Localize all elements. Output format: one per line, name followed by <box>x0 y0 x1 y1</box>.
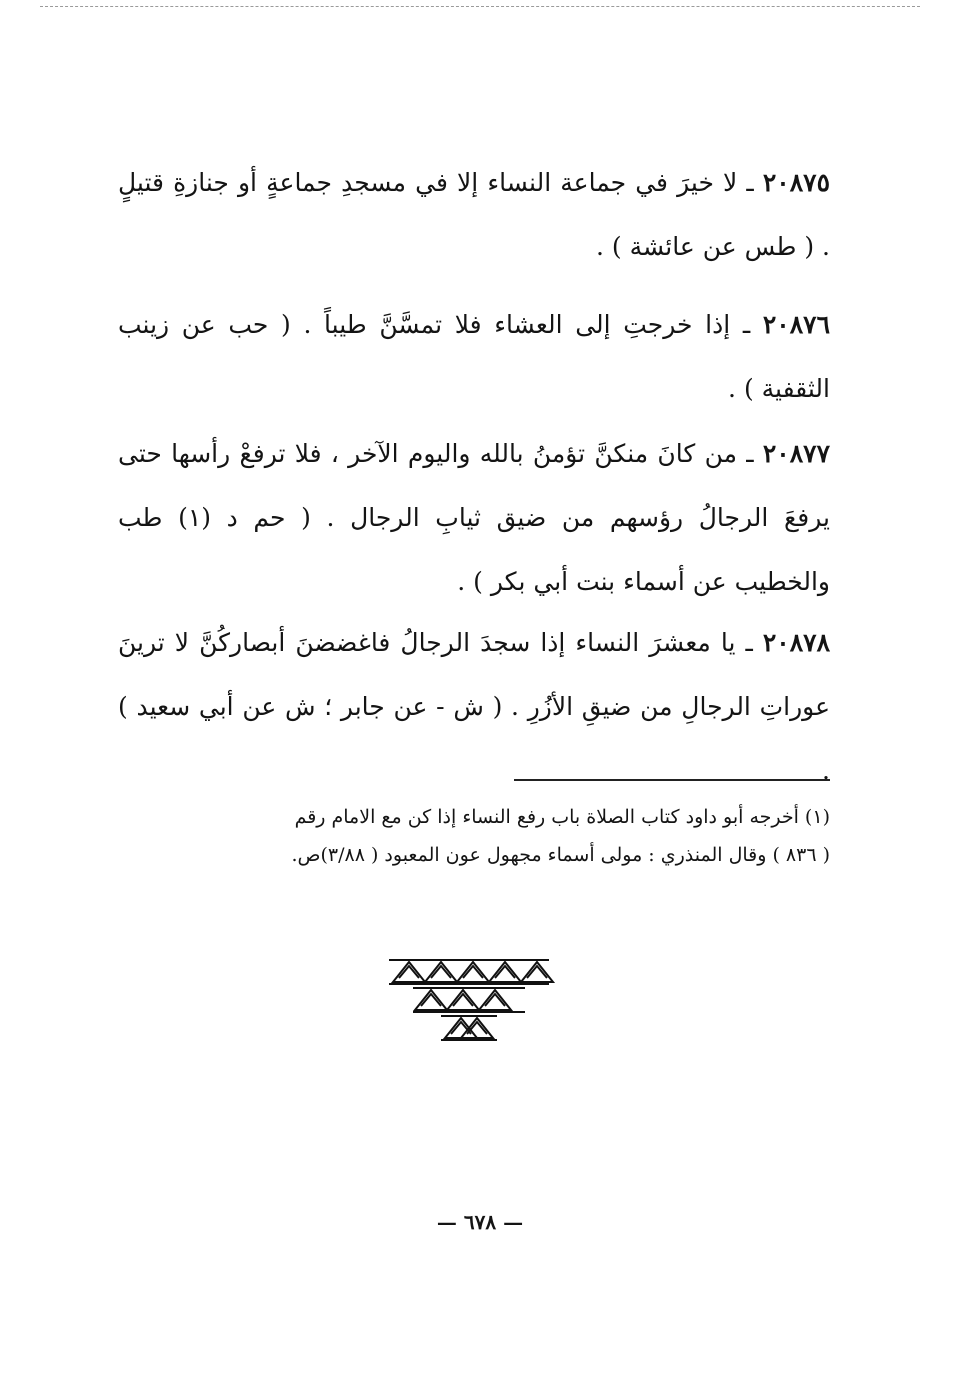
hadith-number: ٢٠٨٧٧ <box>762 439 830 468</box>
hadith-20875 <box>118 151 830 279</box>
hadith-text: من كانَ منكنَّ تؤمنُ بالله واليوم الآخر ، فلا ترفعْ رأسها حتى يرفعَ الرجالُ رؤسهم من ضيق ثيابِ الرجال . ( حم د (١) طب والخطيب عن أسماء بنت أبي بكر ) . <box>118 439 830 596</box>
hadith-20878 <box>118 611 830 803</box>
hadith-text: لا خيرَ في جماعة النساء إلا في مسجدِ جماعةٍ أو جنازةِ قتيلٍ . ( طس عن عائشة ) . <box>118 168 830 261</box>
footnote-line-1: (١) أخرجه أبو داود كتاب الصلاة باب رفع النساء إذا كن مع الامام رقم <box>294 806 830 828</box>
dash: ـ <box>746 168 754 197</box>
hadith-number: ٢٠٨٧٦ <box>762 310 831 339</box>
hadith-number: ٢٠٨٧٨ <box>762 628 831 657</box>
footnote <box>118 798 830 874</box>
dash: ـ <box>742 310 751 339</box>
triangle-ornament-icon <box>385 958 575 1042</box>
hadith-number: ٢٠٨٧٥ <box>762 168 831 197</box>
page-number: — ٦٧٨ — <box>436 1210 524 1234</box>
hadith-text: يا معشرَ النساء إذا سجدَ الرجالُ فاغضضنَ أبصاركُنَّ لا ترينَ عوراتِ الرجالِ من ضيقِ الأزُرِ . ( ش - عن جابر ؛ ش عن أبي سعيد ) . <box>118 628 830 785</box>
hadith-20877 <box>118 422 830 614</box>
hadith-text: إذا خرجتِ إلى العشاء فلا تمسَّنَّ طيباً . ( حب عن زينب الثقفية ) . <box>118 310 830 403</box>
dash: ـ <box>746 439 754 468</box>
footnote-line-2: ( ٨٣٦ ) وقال المنذري : مولى أسماء مجهول عون المعبود ( ٣/٨٨)ص. <box>291 844 830 866</box>
top-edge-rule <box>40 6 920 7</box>
hadith-20876 <box>118 293 830 421</box>
dash: ـ <box>745 628 753 657</box>
footnote-divider <box>514 779 830 781</box>
